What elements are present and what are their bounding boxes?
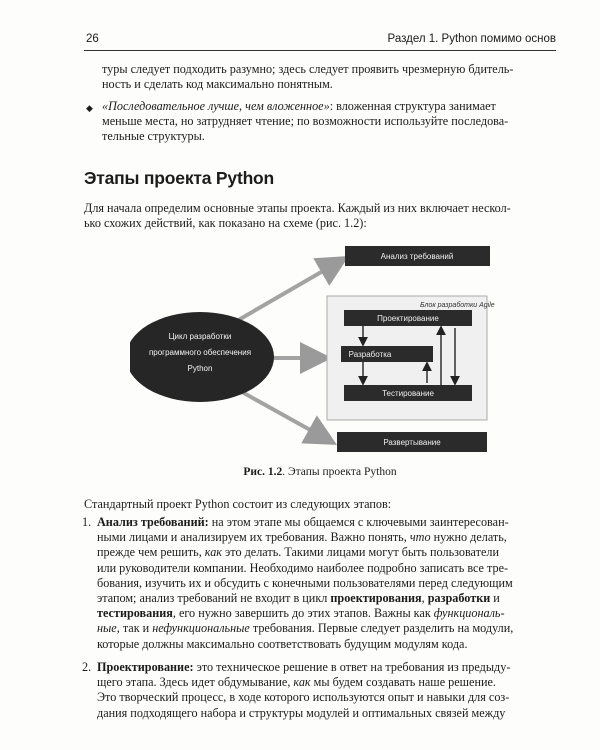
quote-text: «Последовательное лучше, чем вложенное» <box>102 99 330 113</box>
text-line: Стандартный проект Python состоит из следующих этапов: <box>84 497 392 511</box>
text-line: ько схожих действий, как показано на схеме (рис. 1.2): <box>84 216 367 231</box>
text-line: туры следует подходить разумно; здесь следует проявить чрезмерную бдитель- <box>102 62 514 76</box>
cycle-ellipse <box>130 312 274 402</box>
list-number: 2. <box>82 660 92 674</box>
project-stages-diagram <box>130 240 510 465</box>
deployment-label: Развертывание <box>383 438 441 447</box>
text-line: тельные структуры. <box>102 129 205 144</box>
design-label: Проектирование <box>377 314 439 323</box>
text-line: ность и сделать код максимально понятным. <box>102 77 333 92</box>
section-heading: Этапы проекта Python <box>84 168 275 188</box>
cycle-label: Python <box>187 364 213 373</box>
list-item-analysis: Анализ требований: на этом этапе мы общаемся с ключевыми заинтересован- ными лицами и анализируем их требования. Важно понять, что нужно делать, прежде чем решить, как это делать. Такими лицами могут быть пользователи или руководители компании. Необходимо наиболее подробно записать все тре- бования, изучить их и обсудить с конечными пользователями перед следующим этапом; анализ требований не входит в цикл проектирования, разработки и тестирования, его нужно завершить до этих этапов. Важны как функциональ- ные, так и нефункциональные требования. Первые следует разделить на модули, которые должны максимально соответствовать будущим модулям кода. <box>97 515 514 651</box>
analysis-label: Анализ требований <box>380 252 454 261</box>
diamond-bullet-icon: ◆ <box>86 103 93 113</box>
bullet-item: ◆ «Последовательное лучше, чем вложенное»: вложенная структура занимает меньше места, но затрудняет чтение; по возможности используйте последова- тельные структуры. <box>84 99 556 145</box>
caption-label: Рис. 1.2 <box>243 466 283 478</box>
stages-intro <box>84 497 556 512</box>
list-number: 1. <box>82 515 92 529</box>
lead-paragraph <box>84 201 556 231</box>
section-title: Раздел 1. Python помимо основ <box>387 33 556 45</box>
page-number: 26 <box>86 33 99 45</box>
cycle-label: программного обеспечения <box>148 348 252 357</box>
text-line: меньше места, но затрудняет чтение; по возможности используйте последова- <box>102 114 509 129</box>
intro-paragraph <box>84 62 556 92</box>
list-item-design: Проектирование: это техническое решение в ответ на требования из предыду- щего этапа. Здесь идет обдумывание, как мы будем создавать наше решение. Это творческий процесс, в ходе которого используются опыт и навыки для соз- дания подходящего набора и структуры модулей и оптимальных связей между <box>97 660 511 720</box>
arrow-to-analysis <box>235 260 342 322</box>
caption-text: . Этапы проекта Python <box>282 466 397 478</box>
development-label: Разработка <box>348 350 392 359</box>
arrow-to-deployment <box>242 392 330 441</box>
cycle-label: Цикл разработки <box>168 332 232 341</box>
text-line: Для начала определим основные этапы проекта. Каждый из них включает нескол- <box>84 201 511 215</box>
figure-caption <box>84 466 556 478</box>
testing-label: Тестирование <box>382 389 434 398</box>
agile-block-label: Блок разработки Agile <box>420 302 495 309</box>
running-header <box>84 32 556 51</box>
